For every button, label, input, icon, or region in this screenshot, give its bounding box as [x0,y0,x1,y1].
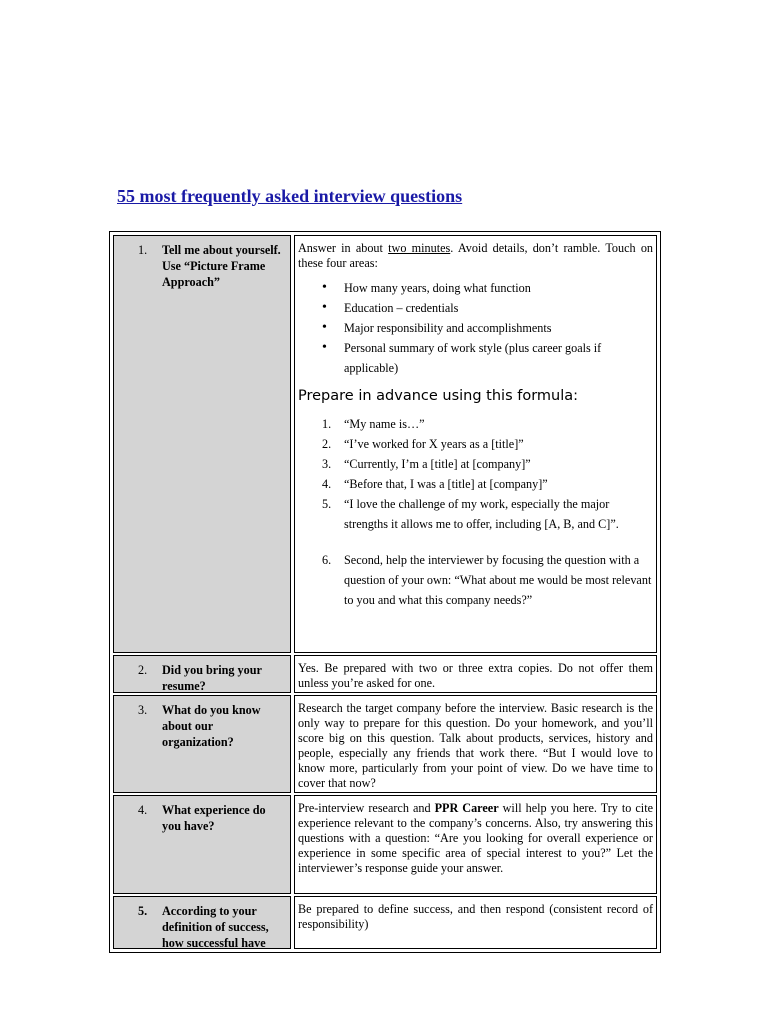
underlined-emphasis: two minutes [388,241,451,255]
list-item: • Personal summary of work style (plus career goals if applicable) [298,338,653,378]
question-text: Tell me about yourself. Use “Picture Frame Approach” [162,243,281,289]
list-item: • Major responsibility and accomplishments [298,318,653,338]
document-title: 55 most frequently asked interview questions [117,186,463,206]
table-row [113,695,657,793]
question-number: 2. [138,663,148,677]
question-text: According to your definition of success, how successful have [162,904,269,950]
question-cell [113,795,291,894]
question-text: What experience do you have? [162,803,266,833]
numbered-list [298,414,653,610]
question-cell [113,896,291,949]
answer-text: Be prepared to define success, and then respond (consistent record of responsibility) [298,902,653,931]
questions-table [109,231,661,953]
table-row [113,795,657,894]
table-row [113,655,657,693]
question-number: 3. [138,703,148,717]
question-number: 1. [138,243,148,257]
answer-cell [294,655,657,693]
question-number: 4. [138,803,148,817]
answer-intro: Answer in about two minutes. Avoid details, don’t ramble. Touch on these four areas: [298,241,654,270]
list-item: 2. “I’ve worked for X years as a [title]” [322,437,524,451]
table-row [113,896,657,949]
list-item: 6. Second, help the interviewer by focusing the question with a question of your own: “What about me would be most relevant to you and what this company needs?” [322,553,652,607]
list-item: 4. “Before that, I was a [title] at [company]” [322,477,548,491]
answer-text: Research the target company before the interview. Basic research is the only way to prepare for this question. Do your homework, and you’ll score big on this question. Talk about products, services, history and people, especially any friends that work there. “But I would love to know more, particularly from your point of view. Do we have time to cover that now? [298,701,653,790]
answer-cell [294,795,657,894]
question-cell [113,235,291,653]
answer-text: Yes. Be prepared with two or three extra copies. Do not offer them unless you’re asked for one. [298,661,653,690]
question-number: 5. [138,904,148,918]
question-cell [113,695,291,793]
question-text: Did you bring your resume? [162,663,262,693]
table-row [113,235,657,653]
answer-text: Pre-interview research and PPR Career will help you here. Try to cite experience relevant to the company’s concerns. Also, try answering this questions with a question: “Are you looking for overall experience or experience in some specific area of special interest to you?” Let the interviewer’s response guide your answer. [298,801,653,875]
list-item: 1. “My name is…” [322,417,425,431]
question-text: What do you know about our organization? [162,703,261,749]
formula-heading: Prepare in advance using this formula: [298,388,579,404]
list-item: • Education – credentials [298,298,653,318]
list-item: 5. “I love the challenge of my work, especially the major strengths it allows me to offer, including [A, B, and C]”. [322,497,619,531]
bullet-list [298,278,653,378]
list-item: • How many years, doing what function [298,278,653,298]
answer-cell [294,896,657,949]
brand-name: PPR Career [434,801,499,815]
list-item: 3. “Currently, I’m a [title] at [company]” [322,457,531,471]
question-cell [113,655,291,693]
answer-cell [294,695,657,793]
answer-cell [294,235,657,653]
